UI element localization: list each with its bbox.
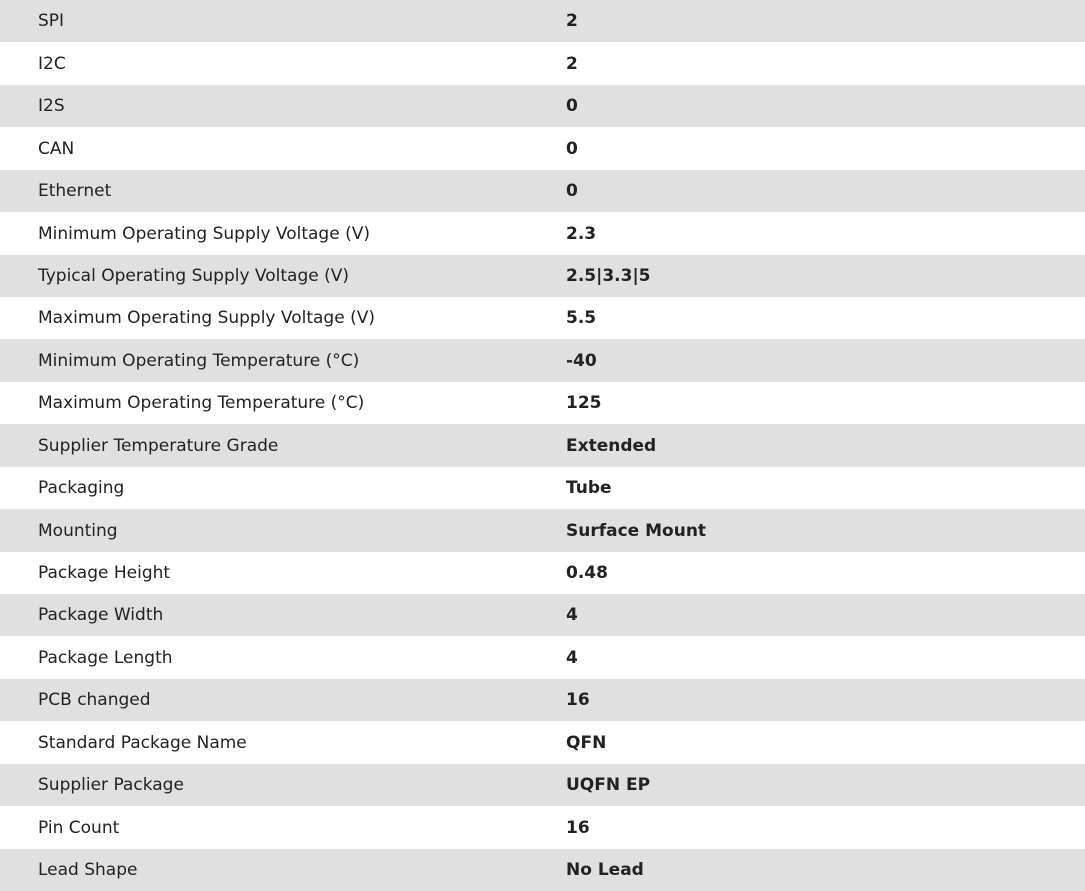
row-label: CAN xyxy=(38,138,75,159)
row-label: Supplier Temperature Grade xyxy=(38,435,279,456)
row-value: 0 xyxy=(566,138,578,159)
table-row xyxy=(0,849,1085,891)
row-label: Ethernet xyxy=(38,181,112,201)
row-label: Maximum Operating Temperature (°C) xyxy=(38,393,365,413)
row-value: 0 xyxy=(566,181,578,201)
table-row xyxy=(0,636,1085,679)
table-row xyxy=(0,127,1085,170)
row-label: Minimum Operating Temperature (°C) xyxy=(38,350,360,371)
row-value: 0.48 xyxy=(566,563,608,583)
table-row xyxy=(0,467,1085,509)
table-row xyxy=(0,42,1085,85)
table-row xyxy=(0,679,1085,721)
row-value: 2.5|3.3|5 xyxy=(566,266,651,286)
table-row xyxy=(0,170,1085,212)
row-label: Typical Operating Supply Voltage (V) xyxy=(38,266,349,286)
row-label: Packaging xyxy=(38,478,125,498)
table-row xyxy=(0,509,1085,552)
row-value: 4 xyxy=(566,647,578,668)
row-value: 2 xyxy=(566,53,578,74)
row-label: SPI xyxy=(38,11,65,31)
row-label: Package Length xyxy=(38,647,173,668)
row-value: 4 xyxy=(566,605,578,625)
row-value: 125 xyxy=(566,393,602,413)
row-label: Lead Shape xyxy=(38,860,138,880)
table-row xyxy=(0,424,1085,467)
row-label: I2C xyxy=(38,53,66,74)
table-row xyxy=(0,764,1085,806)
row-label: Package Height xyxy=(38,563,171,583)
row-label: I2S xyxy=(38,96,65,116)
row-value: 5.5 xyxy=(566,308,597,328)
row-value: -40 xyxy=(566,350,597,371)
table-row xyxy=(0,721,1085,764)
table-row xyxy=(0,255,1085,297)
row-value: 16 xyxy=(566,817,590,838)
row-label: Minimum Operating Supply Voltage (V) xyxy=(38,223,370,244)
row-label: Supplier Package xyxy=(38,775,184,795)
row-label: Maximum Operating Supply Voltage (V) xyxy=(38,308,375,328)
table-row xyxy=(0,297,1085,339)
row-value: Extended xyxy=(566,435,657,456)
row-label: Pin Count xyxy=(38,817,120,838)
table-row xyxy=(0,806,1085,849)
row-label: Standard Package Name xyxy=(38,732,247,753)
row-value: 2.3 xyxy=(566,223,597,244)
table-row xyxy=(0,382,1085,424)
row-label: PCB changed xyxy=(38,690,151,710)
row-label: Mounting xyxy=(38,520,118,541)
row-value: 16 xyxy=(566,690,590,710)
row-value: 0 xyxy=(566,96,578,116)
table-row xyxy=(0,339,1085,382)
table-row xyxy=(0,212,1085,255)
row-value: UQFN EP xyxy=(566,775,651,795)
row-label: Package Width xyxy=(38,605,164,625)
table-row xyxy=(0,552,1085,594)
row-value: No Lead xyxy=(566,860,644,880)
row-value: Surface Mount xyxy=(566,520,707,541)
row-value: 2 xyxy=(566,11,578,31)
table-row xyxy=(0,594,1085,636)
table-row xyxy=(0,0,1085,42)
row-value: Tube xyxy=(566,478,612,498)
table-row xyxy=(0,85,1085,127)
row-value: QFN xyxy=(566,732,607,753)
